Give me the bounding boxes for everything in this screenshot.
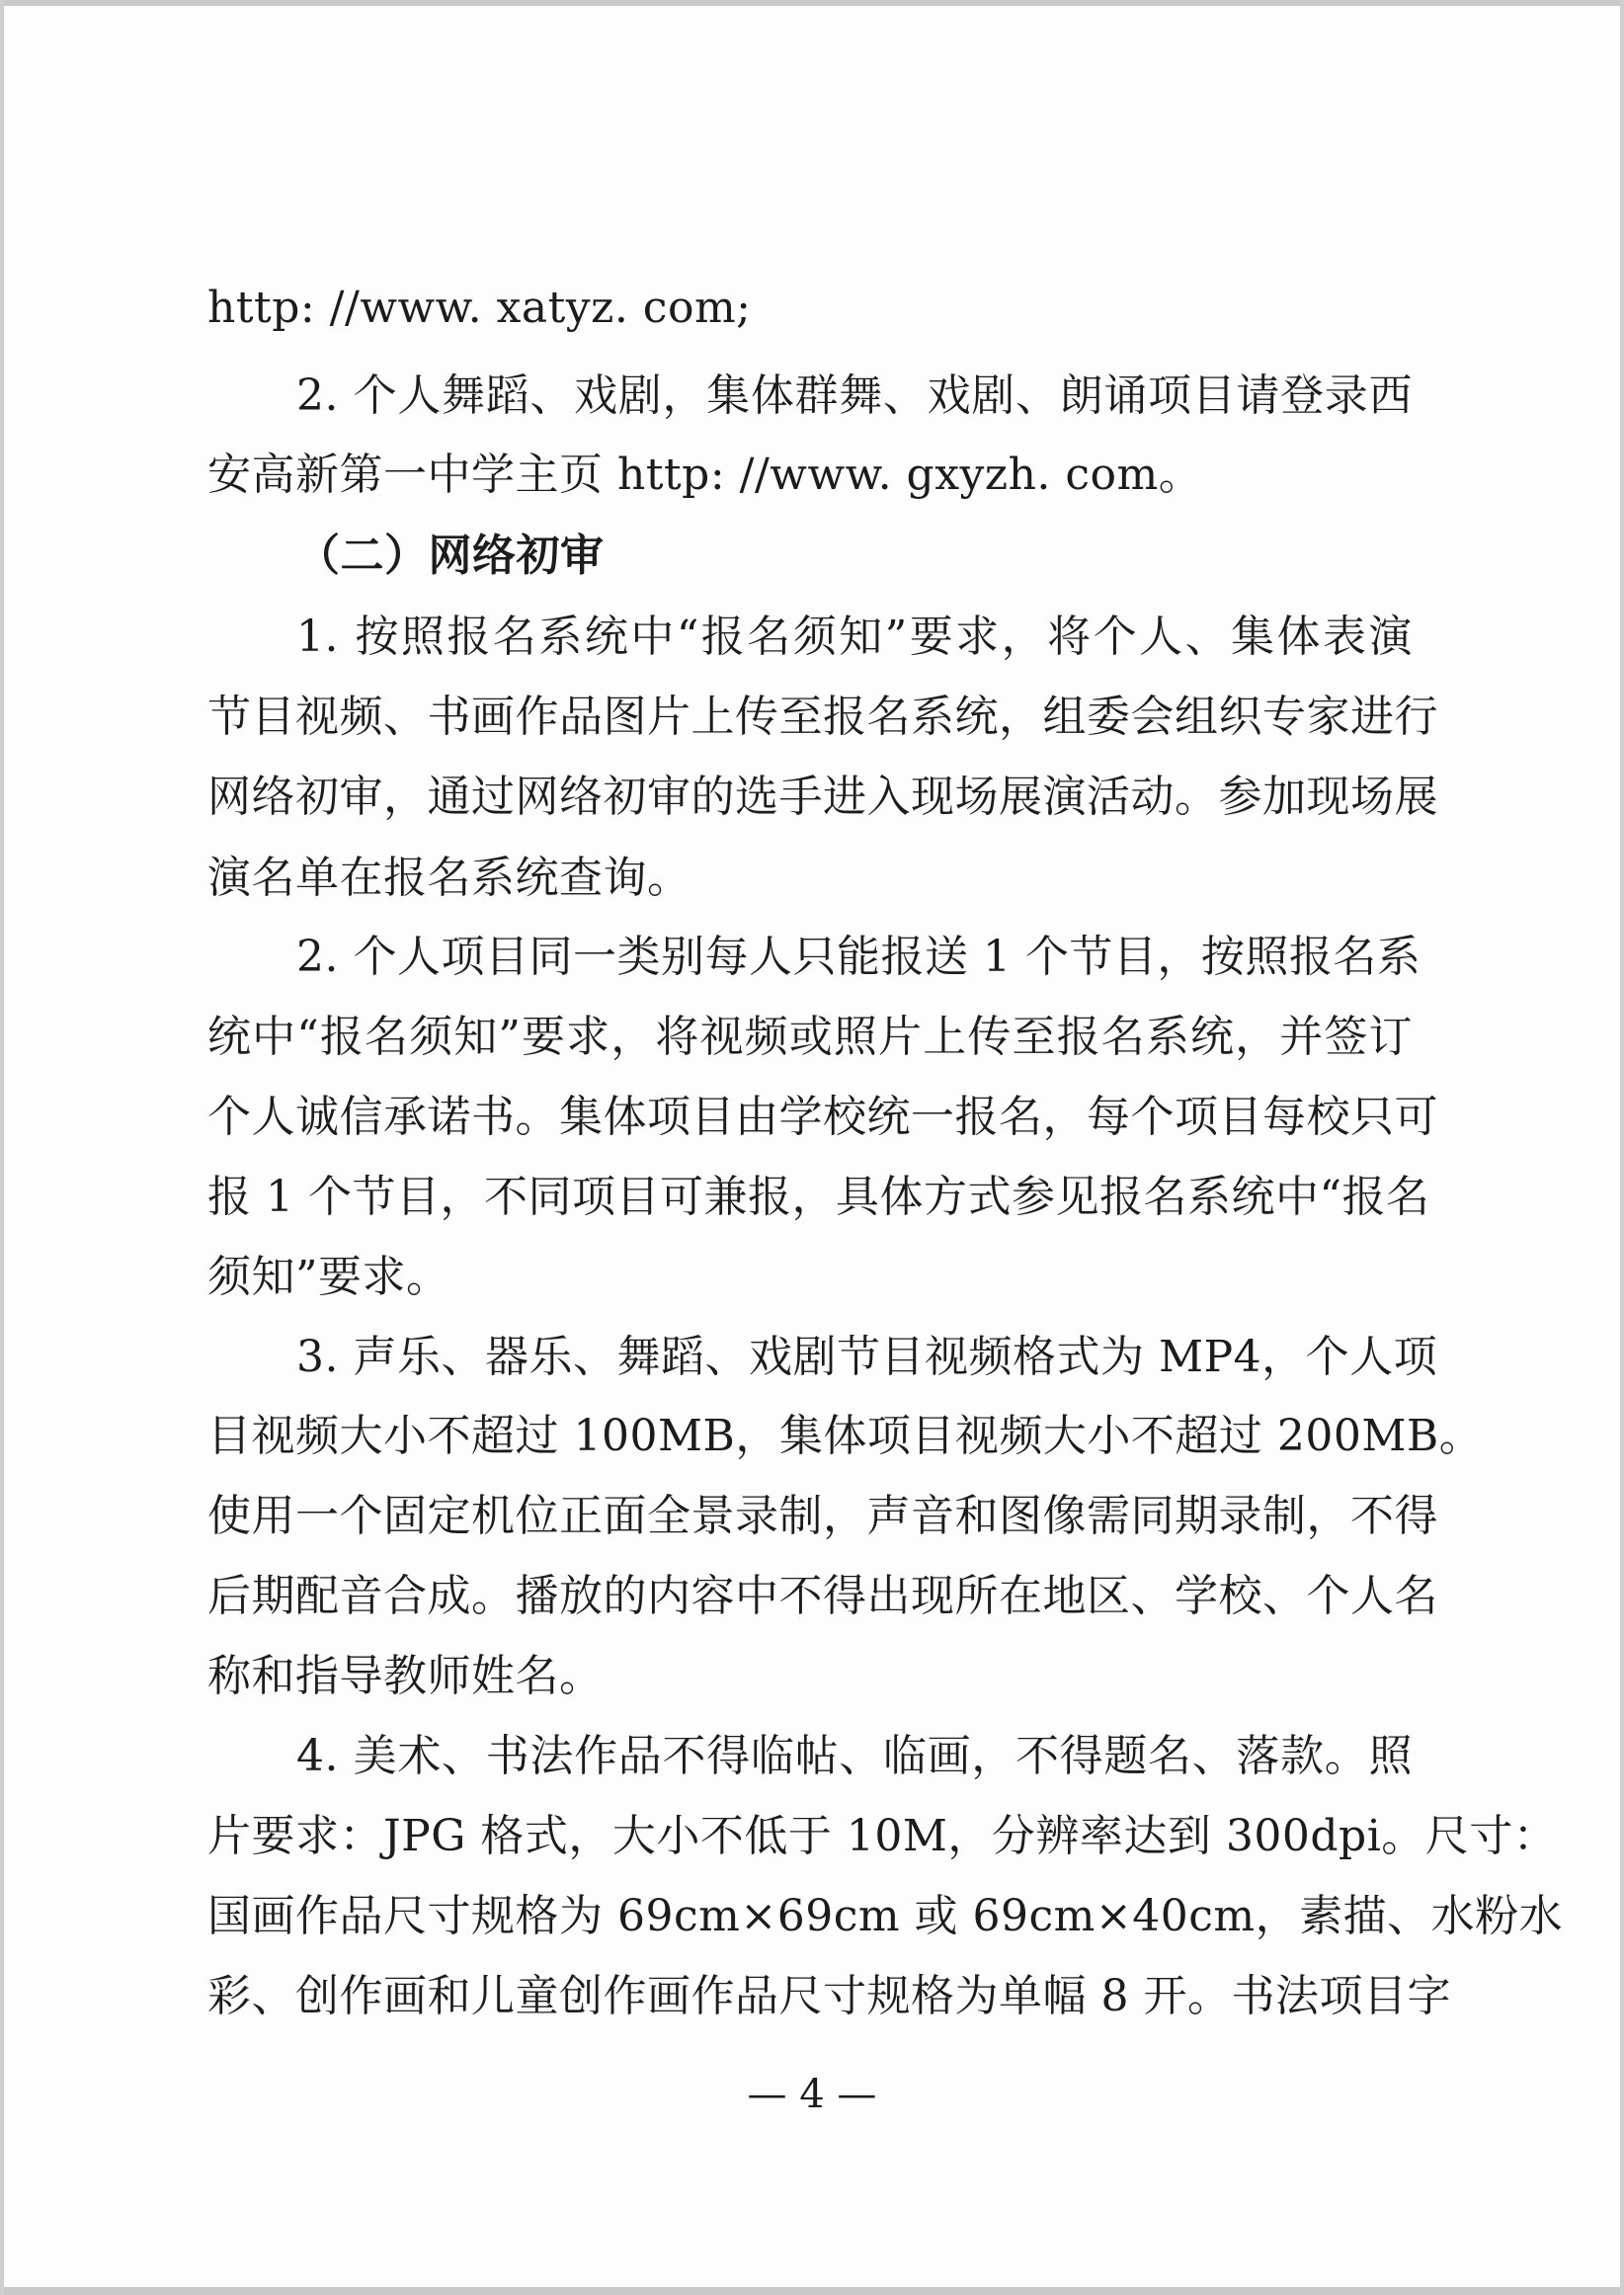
text-line: 2. 个人舞蹈、戏剧，集体群舞、戏剧、朗诵项目请登录西: [296, 370, 1413, 421]
text-line: 片要求：JPG 格式，大小不低于 10M，分辨率达到 300dpi。尺寸：: [207, 1811, 1558, 1861]
section-heading: （二）网络初审: [296, 531, 605, 581]
text-line: 称和指导教师姓名。: [207, 1651, 604, 1701]
text-line: 使用一个固定机位正面全景录制，声音和图像需同期录制，不得: [207, 1491, 1438, 1541]
text-line: 节目视频、书画作品图片上传至报名系统，组委会组织专家进行: [207, 692, 1438, 742]
page-number: — 4 —: [747, 2072, 877, 2117]
text-line: 1. 按照报名系统中“报名须知”要求，将个人、集体表演: [296, 612, 1413, 662]
scan-border-left: [0, 0, 4, 2295]
text-line: 网络初审，通过网络初审的选手进入现场展演活动。参加现场展: [207, 772, 1438, 822]
text-line: 彩、创作画和儿童创作画作品尺寸规格为单幅 8 开。书法项目字: [207, 1971, 1451, 2021]
scan-border-right: [1620, 0, 1624, 2295]
text-line: 2. 个人项目同一类别每人只能报送 1 个节目，按照报名系: [296, 932, 1421, 982]
text-line: 演名单在报名系统查询。: [207, 853, 691, 903]
text-line: 统中“报名须知”要求，将视频或照片上传至报名系统，并签订: [207, 1012, 1413, 1062]
text-line: 个人诚信承诺书。集体项目由学校统一报名，每个项目每校只可: [207, 1092, 1438, 1142]
text-line: 后期配音合成。播放的内容中不得出现所在地区、学校、个人名: [207, 1571, 1438, 1621]
text-line: 报 1 个节目，不同项目可兼报，具体方式参见报名系统中“报名: [207, 1172, 1430, 1222]
text-line: 须知”要求。: [207, 1252, 450, 1302]
text-line: 3. 声乐、器乐、舞蹈、戏剧节目视频格式为 MP4，个人项: [296, 1332, 1438, 1382]
scan-border-bottom: [0, 2287, 1624, 2295]
text-line: 安高新第一中学主页 http: //www. gxyzh. com。: [207, 450, 1203, 500]
text-line: http: //www. xatyz. com;: [207, 283, 752, 333]
text-line: 4. 美术、书法作品不得临帖、临画，不得题名、落款。照: [296, 1731, 1413, 1781]
text-line: 国画作品尺寸规格为 69cm×69cm 或 69cm×40cm，素描、水粉水: [207, 1891, 1564, 1941]
text-line: 目视频大小不超过 100MB，集体项目视频大小不超过 200MB。: [207, 1411, 1484, 1461]
scan-border-top: [0, 0, 1624, 6]
